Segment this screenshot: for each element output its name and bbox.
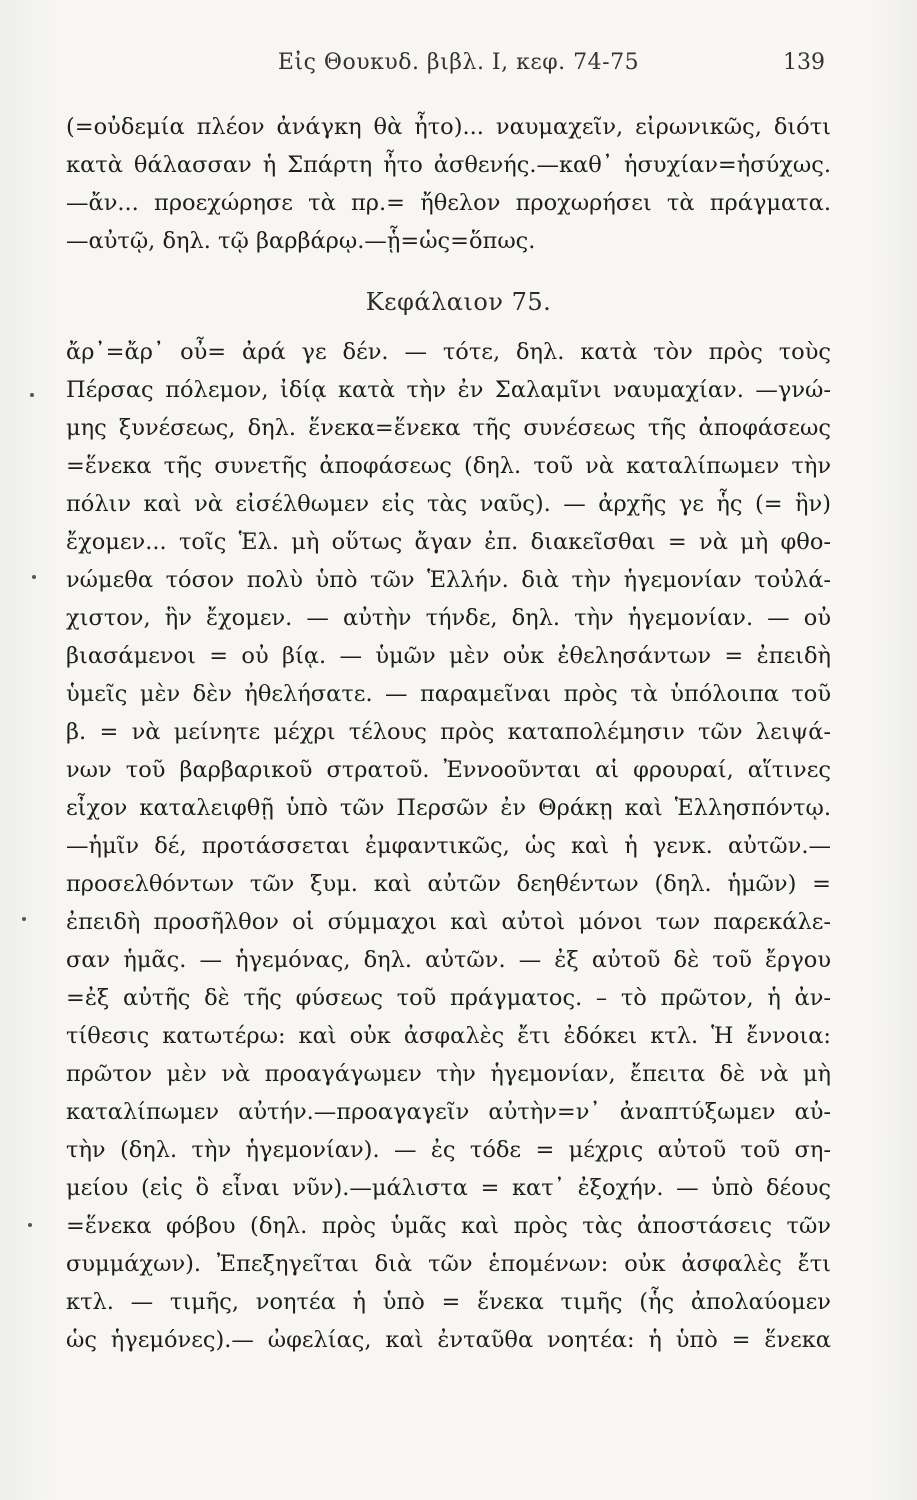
- text-line: ἐπειδὴ προσῆλθον οἱ σύμμαχοι καὶ αὐτοὶ μόνοι των παρεκάλε-: [66, 909, 831, 935]
- text-line: κατὰ θάλασσαν ἡ Σπάρτη ἦτο ἀσθενής.—καθ᾽ ἡσυχίαν=ἡσύχως.: [66, 152, 831, 178]
- text-line: (=οὐδεμία πλέον ἀνάγκη θὰ ἦτο)... ναυμαχεῖν, εἰρωνικῶς, διότι: [66, 114, 831, 140]
- text-line: ἄρ᾽=ἄρ᾽ οὖ= ἀρά γε δέν. — τότε, δηλ. κατὰ τὸν πρὸς τοὺς: [66, 339, 831, 365]
- text-line: προσελθόντων τῶν ξυμ. καὶ αὐτῶν δεηθέντων (δηλ. ἡμῶν) =: [66, 871, 831, 897]
- text-line: ὡς ἡγεμόνες).— ὠφελίας, καὶ ἐνταῦθα νοητέα: ἡ ὑπὸ = ἕνεκα: [66, 1327, 831, 1353]
- text-line: βιασάμενοι = οὐ βίᾳ. — ὑμῶν μὲν οὐκ ἐθελησάντων = ἐπειδὴ: [66, 643, 831, 669]
- page-number: 139: [783, 50, 825, 75]
- text-line: —ἄν... προεχώρησε τὰ πρ.= ἤθελον προχωρήσει τὰ πράγματα.: [66, 190, 831, 216]
- text-line: νων τοῦ βαρβαρικοῦ στρατοῦ. Ἐννοοῦνται αἱ φρουραί, αἵτινες: [66, 757, 831, 783]
- text-line: Πέρσας πόλεμον, ἰδίᾳ κατὰ τὴν ἐν Σαλαμῖνι ναυμαχίαν. —γνώ-: [66, 377, 831, 403]
- text-line: συμμάχων). Ἐπεξηγεῖται διὰ τῶν ἑπομένων: οὐκ ἀσφαλὲς ἔτι: [66, 1251, 831, 1277]
- text-line: τίθεσις κατωτέρω: καὶ οὐκ ἀσφαλὲς ἔτι ἐδόκει κτλ. Ἡ ἔννοια:: [66, 1023, 831, 1049]
- text-line: πρῶτον μὲν νὰ προαγάγωμεν τὴν ἡγεμονίαν, ἔπειτα δὲ νὰ μὴ: [66, 1061, 831, 1087]
- text-line: τὴν (δηλ. τὴν ἡγεμονίαν). — ἐς τόδε = μέχρις αὐτοῦ τοῦ ση-: [66, 1137, 831, 1163]
- text-line: β. = νὰ μείνητε μέχρι τέλους πρὸς καταπολέμησιν τῶν λειψά-: [66, 719, 831, 745]
- margin-dot: [30, 393, 34, 397]
- text-line: =ἕνεκα φόβου (δηλ. πρὸς ὑμᾶς καὶ πρὸς τὰς ἀποστάσεις τῶν: [66, 1213, 831, 1239]
- text-line: ὑμεῖς μὲν δὲν ἠθελήσατε. — παραμεῖναι πρὸς τὰ ὑπόλοιπα τοῦ: [66, 681, 831, 707]
- chapter-heading: Κεφάλαιον 75.: [365, 288, 552, 316]
- text-line: εἶχον καταλειφθῇ ὑπὸ τῶν Περσῶν ἐν Θράκῃ καὶ Ἑλλησπόντῳ.: [66, 795, 831, 821]
- text-line: χιστον, ἣν ἔχομεν. — αὐτὴν τήνδε, δηλ. τὴν ἡγεμονίαν. — οὐ: [66, 605, 831, 631]
- running-head: Εἰς Θουκυδ. βιβλ. I, κεφ. 74-75: [277, 50, 640, 75]
- text-line: ἔχομεν... τοῖς Ἑλ. μὴ οὕτως ἄγαν ἐπ. διακεῖσθαι = νὰ μὴ φθο-: [66, 529, 831, 555]
- margin-dot: [32, 575, 36, 579]
- text-line: σαν ἡμᾶς. — ἡγεμόνας, δηλ. αὐτῶν. — ἐξ αὐτοῦ δὲ τοῦ ἔργου: [66, 947, 831, 973]
- text-line: κτλ. — τιμῆς, νοητέα ἡ ὑπὸ = ἕνεκα τιμῆς (ἧς ἀπολαύομεν: [66, 1289, 831, 1315]
- text-line: καταλίπωμεν αὐτήν.—προαγαγεῖν αὐτὴν=ν᾽ ἀναπτύξωμεν αὐ-: [66, 1099, 831, 1125]
- text-line: =ἕνεκα τῆς συνετῆς ἀποφάσεως (δηλ. τοῦ νὰ καταλίπωμεν τὴν: [66, 453, 831, 479]
- page-header: [0, 50, 917, 90]
- margin-dot: [28, 1223, 32, 1227]
- text-line: =ἐξ αὐτῆς δὲ τῆς φύσεως τοῦ πράγματος. – τὸ πρῶτον, ἡ ἀν-: [66, 985, 831, 1011]
- text-line: μείου (εἰς ὃ εἶναι νῦν).—μάλιστα = κατ᾽ ἐξοχήν. — ὑπὸ δέους: [66, 1175, 831, 1201]
- text-line: μης ξυνέσεως, δηλ. ἕνεκα=ἕνεκα τῆς συνέσεως τῆς ἀποφάσεως: [66, 415, 831, 441]
- text-line: —ἡμῖν δέ, προτάσσεται ἐμφαντικῶς, ὡς καὶ ἡ γενκ. αὐτῶν.—: [66, 833, 831, 859]
- text-line: —αὐτῷ, δηλ. τῷ βαρβάρῳ.—ᾗ=ὡς=ὅπως.: [66, 228, 536, 254]
- text-line: πόλιν καὶ νὰ εἰσέλθωμεν εἰς τὰς ναῦς). — ἀρχῆς γε ἧς (= ἣν): [66, 491, 831, 517]
- margin-dot: [22, 917, 26, 921]
- text-line: νώμεθα τόσον πολὺ ὑπὸ τῶν Ἑλλήν. διὰ τὴν ἡγεμονίαν τοὐλά-: [66, 567, 831, 593]
